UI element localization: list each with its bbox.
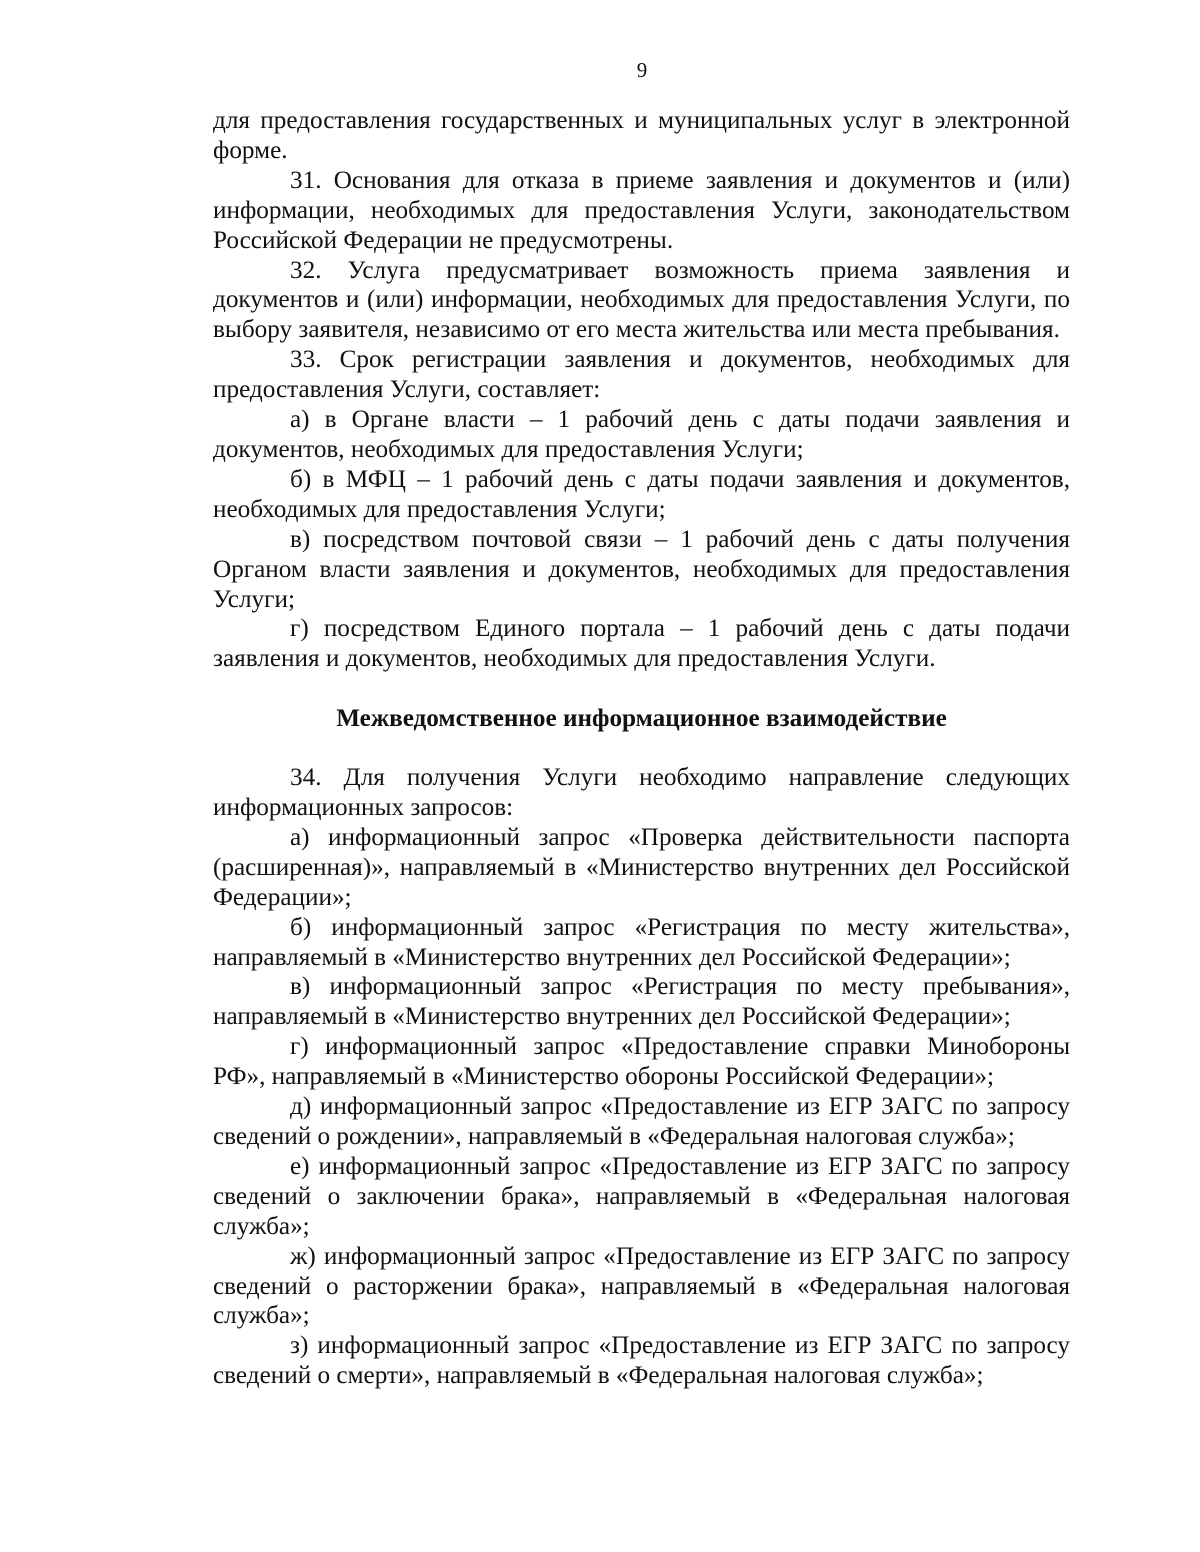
- paragraph-33-g: г) посредством Единого портала – 1 рабочий день с даты подачи заявления и документов, необходимых для предоставления Услуги.: [213, 615, 1070, 673]
- paragraph-34-e: е) информационный запрос «Предоставление из ЕГР ЗАГС по запросу сведений о заключении брака», направляемый в «Федеральная налоговая служба»;: [213, 1152, 1070, 1240]
- paragraph-33-a: а) в Органе власти – 1 рабочий день с даты подачи заявления и документов, необходимых для предоставления Услуги;: [213, 406, 1070, 463]
- document-body: [213, 106, 1070, 1391]
- paragraph-34-z: з) информационный запрос «Предоставление из ЕГР ЗАГС по запросу сведений о смерти», направляемый в «Федеральная налоговая служба»;: [213, 1332, 1070, 1390]
- section-heading: Межведомственное информационное взаимодействие: [336, 705, 947, 733]
- paragraph-33: 33. Срок регистрации заявления и документов, необходимых для предоставления Услуги, составляет:: [213, 346, 1070, 404]
- paragraph-34: 34. Для получения Услуги необходимо направление следующих информационных запросов:: [213, 764, 1070, 822]
- paragraph-33-b: б) в МФЦ – 1 рабочий день с даты подачи заявления и документов, необходимых для предоставления Услуги;: [213, 465, 1070, 523]
- paragraph-34-g: г) информационный запрос «Предоставление справки Минобороны РФ», направляемый в «Министерство обороны Российской Федерации»;: [213, 1033, 1070, 1091]
- paragraph-34-v: в) информационный запрос «Регистрация по месту пребывания», направляемый в «Министерство внутренних дел Российской Федерации»;: [213, 973, 1070, 1031]
- paragraph-31: 31. Основания для отказа в приеме заявления и документов и (или) информации, необходимых для предоставления Услуги, законодательством Российской Федерации не предусмотрены.: [213, 166, 1070, 254]
- page-number: 9: [636, 58, 648, 82]
- paragraph-34-a: а) информационный запрос «Проверка действительности паспорта (расширенная)», направляемый в «Министерство внутренних дел Российской Федерации»;: [213, 823, 1070, 911]
- paragraph-continuation: для предоставления государственных и муниципальных услуг в электронной форме.: [213, 107, 1070, 164]
- paragraph-34-d: д) информационный запрос «Предоставление из ЕГР ЗАГС по запросу сведений о рождении», направляемый в «Федеральная налоговая служба»;: [213, 1093, 1070, 1150]
- paragraph-33-v: в) посредством почтовой связи – 1 рабочий день с даты получения Органом власти заявления и документов, необходимых для предоставления Услуги;: [213, 525, 1070, 613]
- paragraph-34-b: б) информационный запрос «Регистрация по месту жительства», направляемый в «Министерство внутренних дел Российской Федерации»;: [213, 913, 1070, 971]
- paragraph-34-zh: ж) информационный запрос «Предоставление из ЕГР ЗАГС по запросу сведений о расторжении брака», направляемый в «Федеральная налоговая служба»;: [213, 1242, 1070, 1330]
- paragraph-32: 32. Услуга предусматривает возможность приема заявления и документов и (или) информации, необходимых для предоставления Услуги, по выбору заявителя, независимо от его места жительства или места пребывания.: [213, 256, 1070, 344]
